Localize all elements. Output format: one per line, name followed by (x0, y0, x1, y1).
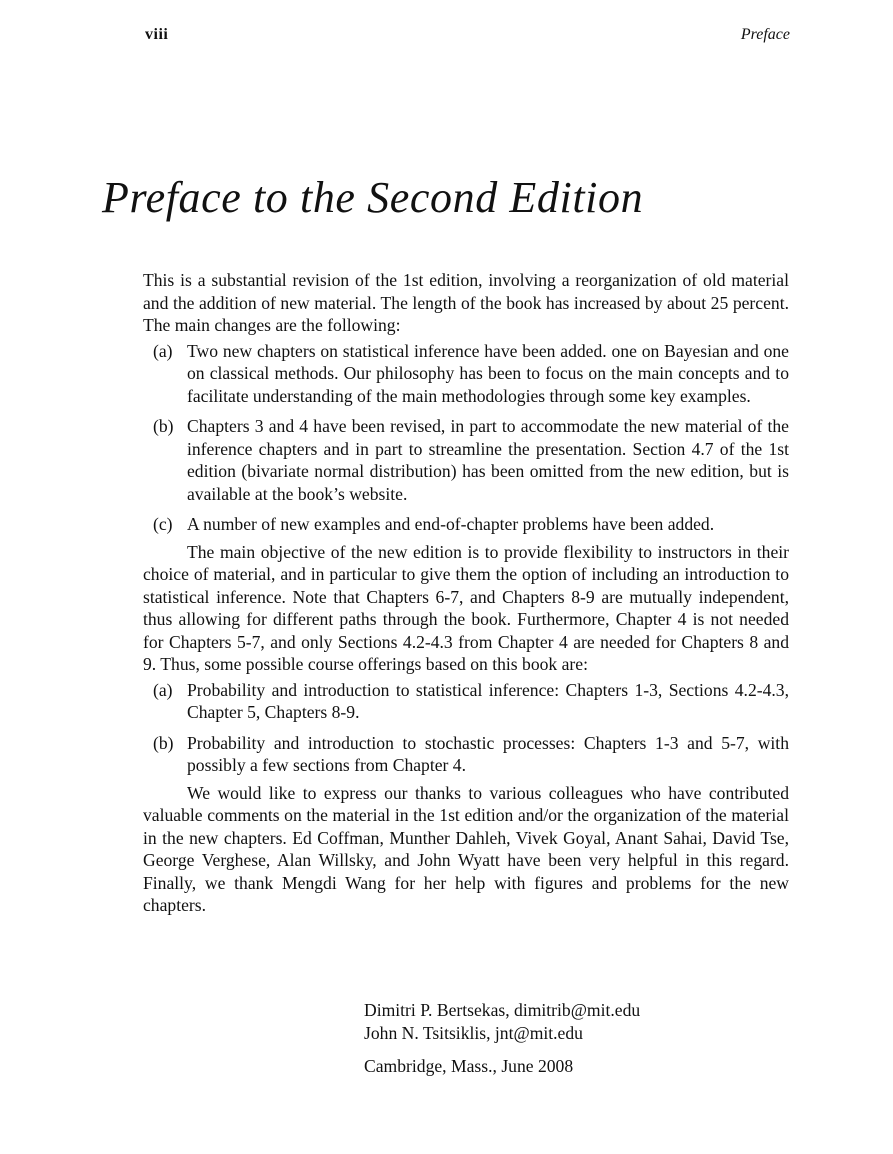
intro-paragraph: This is a substantial revision of the 1st edition, involving a reorganization of old material and the addition of new material. The length of the book has increased by about 25 percent. The main changes are the following: (143, 270, 789, 335)
author-bertsekas: Dimitri P. Bertsekas, dimitrib@mit.edu (364, 1000, 641, 1020)
page-number: viii (145, 26, 169, 43)
list-item (143, 732, 789, 777)
running-title: Preface (740, 26, 790, 43)
running-header (145, 26, 790, 50)
place-date: Cambridge, Mass., June 2008 (364, 1056, 574, 1076)
list-marker: (b) (153, 732, 174, 753)
preface-body (143, 269, 789, 917)
list-item (143, 415, 789, 505)
list-item (143, 679, 789, 724)
list-item (143, 513, 789, 536)
list-marker: (c) (153, 514, 173, 534)
list-item-text: A number of new examples and end-of-chapter problems have been added. (187, 514, 715, 534)
list-item-text: Probability and introduction to stochastic processes: Chapters 1-3 and 5-7, with possibly a few sections from Chapter 4. (187, 732, 789, 775)
list-item-text: Two new chapters on statistical inference have been added. one on Bayesian and one on classical methods. Our philosophy has been to focus on the main concepts and to facilitate understanding of the main methodologies through some key examples. (187, 340, 789, 406)
list-item (143, 340, 789, 408)
changes-list (143, 340, 789, 536)
chapter-title: Preface to the Second Edition (102, 173, 644, 222)
author-tsitsiklis: John N. Tsitsiklis, jnt@mit.edu (364, 1023, 583, 1043)
objective-paragraph: The main objective of the new edition is to provide flexibility to instructors in their choice of material, and in particular to give them the option of including an introduction to statistical inference. Note that Chapters 6-7, and Chapters 8-9 are mutually independent, thus allowing for different paths through the book. Furthermore, Chapter 4 is not needed for Chapters 5-7, and only Sections 4.2-4.3 from Chapter 4 are needed for Chapters 8 and 9. Thus, some possible course offerings based on this book are: (143, 541, 789, 674)
list-item-text: Chapters 3 and 4 have been revised, in part to accommodate the new material of the inference chapters and in part to streamline the presentation. Section 4.7 of the 1st edition (bivariate normal distribution) has been omitted from the new edition, but is available at the book’s website. (187, 416, 789, 504)
thanks-paragraph: We would like to express our thanks to various colleagues who have contributed valuable comments on the material in the 1st edition and/or the organization of the material in the new chapters. Ed Coffman, Munther Dahleh, Vivek Goyal, Anant Sahai, David Tse, George Verghese, Alan Willsky, and John Wyatt have been very helpful in this regard. Finally, we thank Mengdi Wang for her help with figures and problems for the new chapters. (143, 782, 789, 915)
signature-block (364, 999, 640, 1078)
list-marker: (a) (153, 679, 173, 700)
list-marker: (a) (153, 340, 173, 361)
list-marker: (b) (153, 416, 174, 436)
offerings-list (143, 679, 789, 777)
list-item-text: Probability and introduction to statistical inference: Chapters 1-3, Sections 4.2-4.3, Chapter 5, Chapters 8-9. (187, 679, 789, 722)
